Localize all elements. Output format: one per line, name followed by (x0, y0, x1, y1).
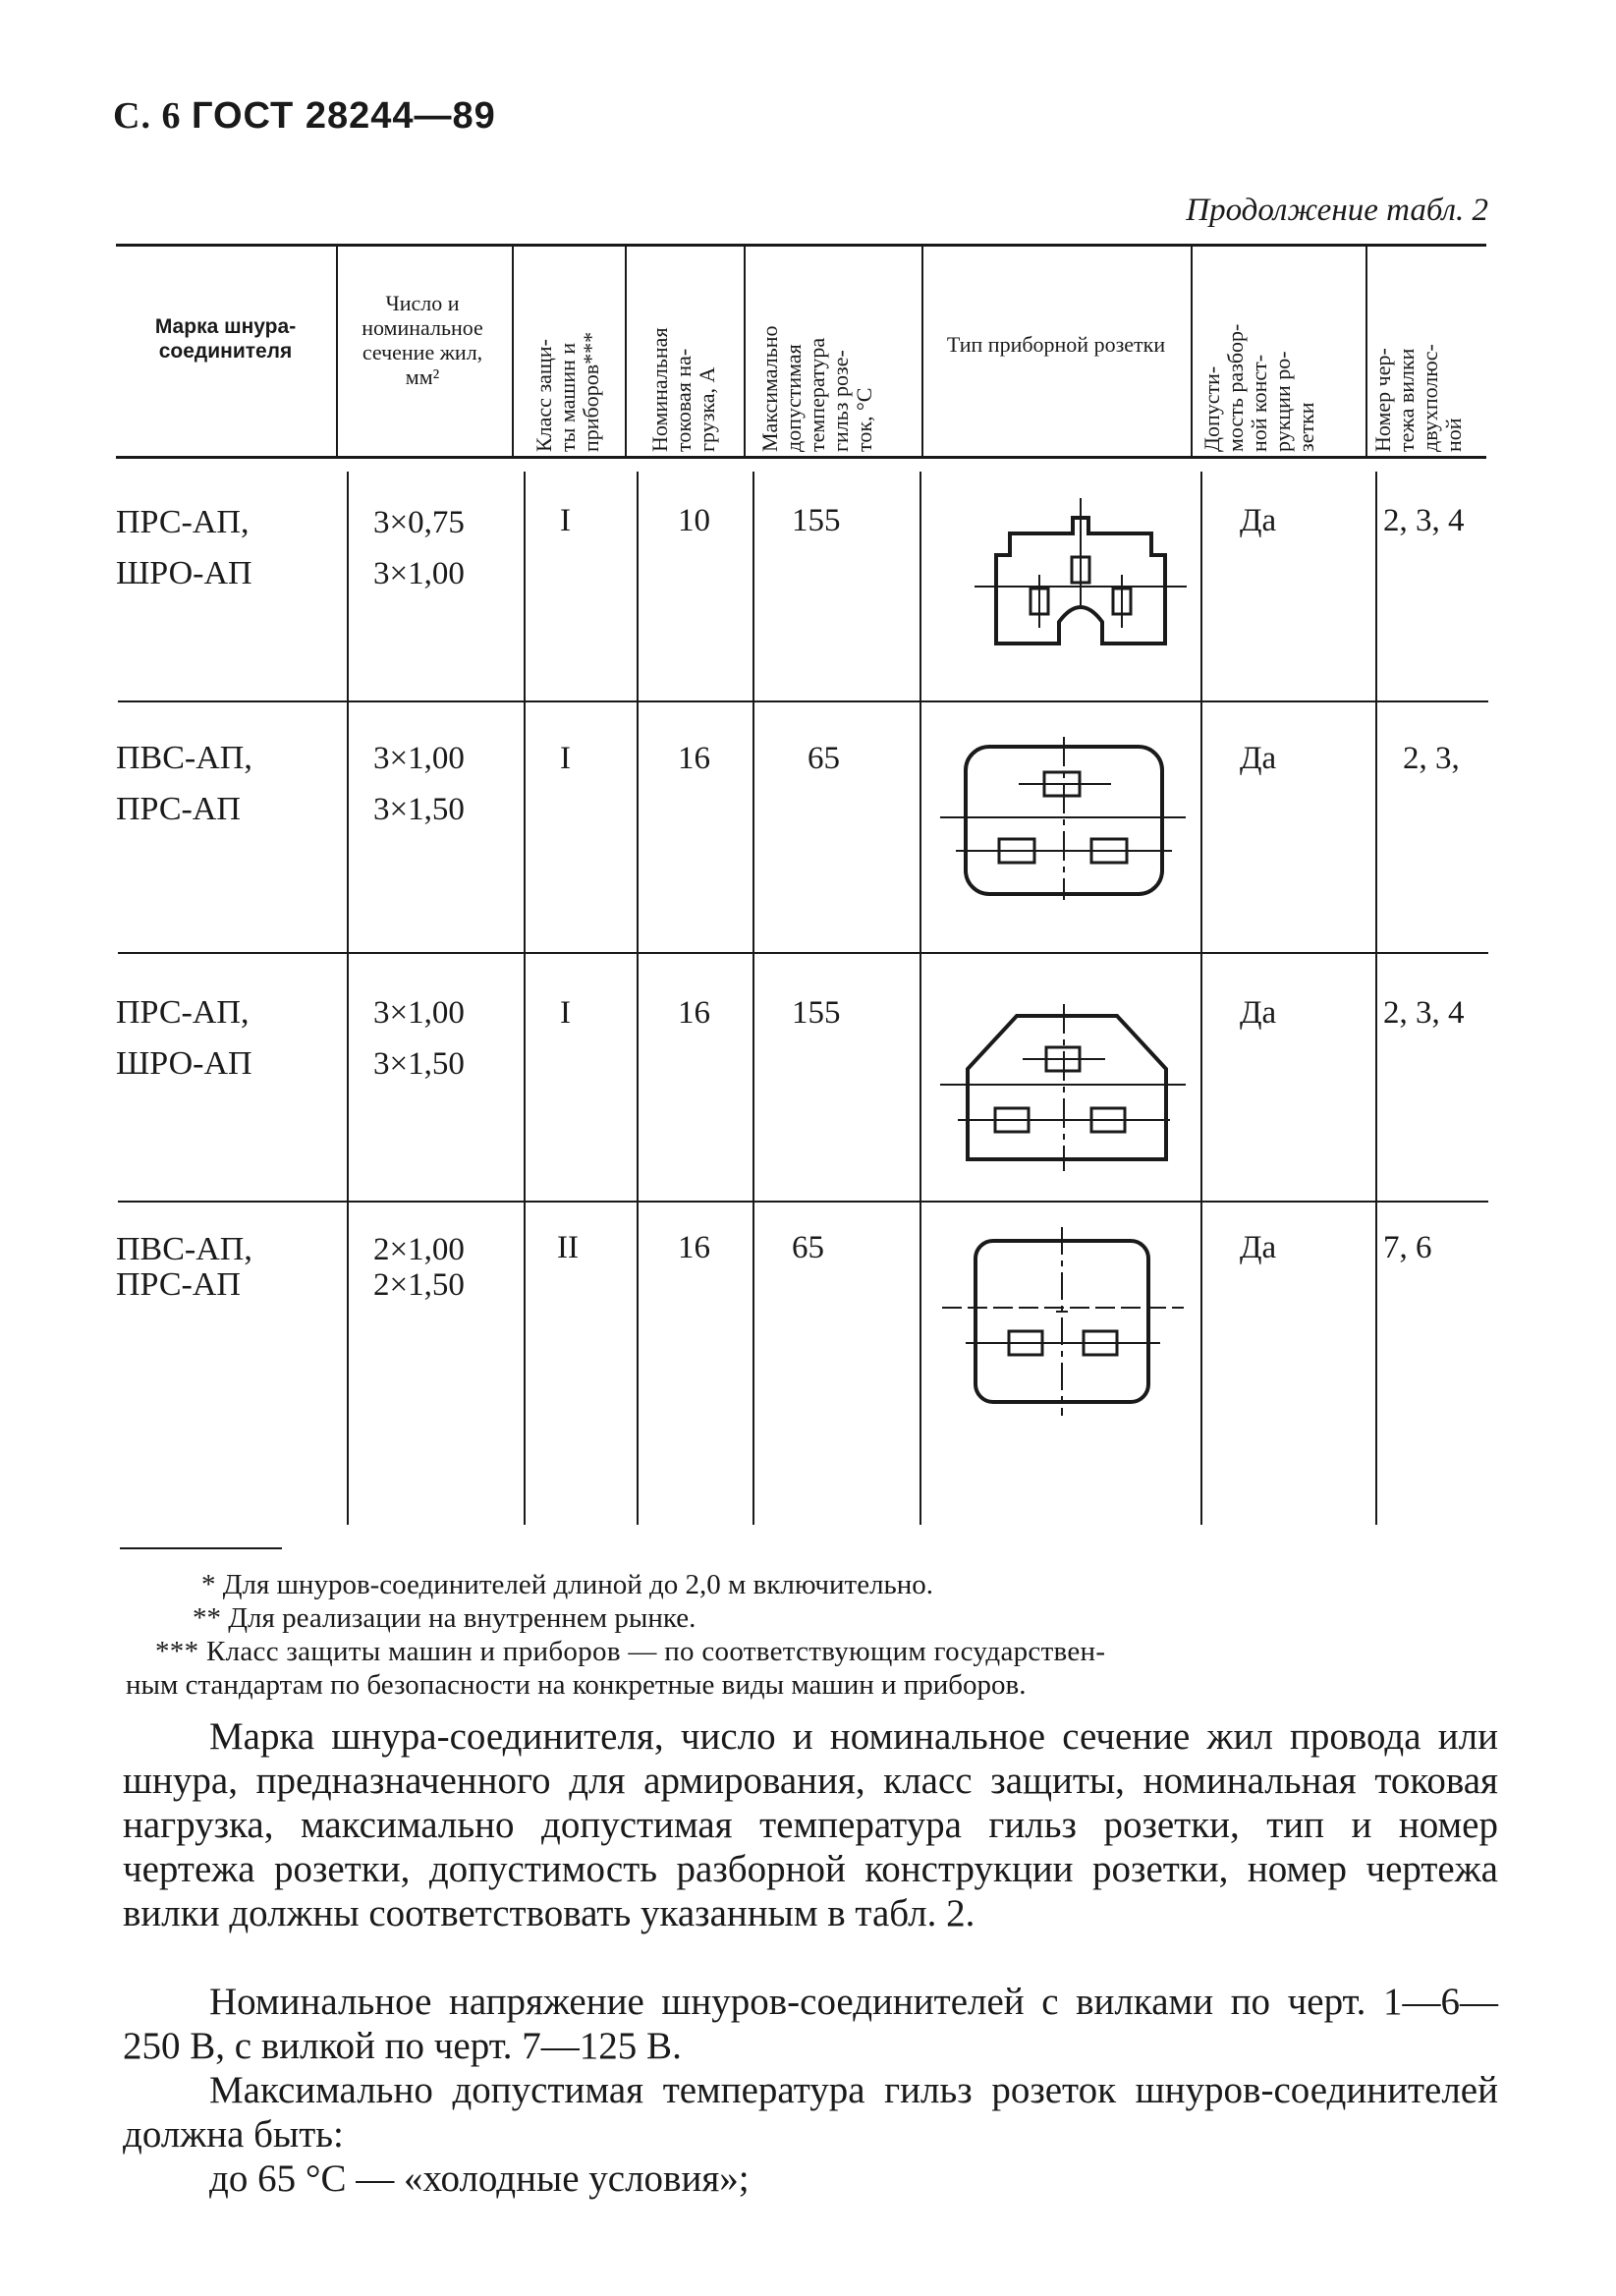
cell-count: 3×1,00 3×1,50 (373, 995, 465, 1082)
col-sep (1200, 472, 1202, 1525)
socket-drawing-row-3 (938, 1002, 1189, 1174)
page-number: С. 6 (113, 95, 182, 137)
cell-count: 2×1,00 2×1,50 (373, 1232, 465, 1303)
cell-plug: 2, 3, 4 (1383, 503, 1465, 538)
cell-class: I (560, 741, 571, 776)
page-header (113, 94, 496, 138)
col-sep (921, 246, 923, 456)
table-continuation-caption: Продолжение табл. 2 (1186, 193, 1488, 228)
col-sep (524, 472, 526, 1525)
cell-load: 16 (678, 1230, 710, 1265)
cell-temp: 65 (808, 741, 840, 776)
col-header-plug: Номер чер- тежа вилки двухполюс- ной (1370, 344, 1466, 452)
cell-plug: 2, 3, 4 (1383, 995, 1465, 1031)
cell-temp: 155 (792, 995, 841, 1031)
footnote: ным стандартам по безопасности на конкретные виды машин и приборов. (126, 1669, 1027, 1701)
cell-demount: Да (1240, 995, 1277, 1031)
table-top-rule (116, 244, 1486, 247)
cell-plug: 2, 3, (1403, 741, 1460, 776)
cell-load: 16 (678, 995, 710, 1031)
footnote: * Для шнуров-соединителей длиной до 2,0 м включительно. (201, 1569, 934, 1600)
col-header-type: Тип приборной розетки (946, 332, 1166, 357)
col-header-demount: Допусти- мость разбор- ной конст- рукции ро- зетки (1199, 323, 1318, 452)
footnote-rule (120, 1547, 282, 1549)
col-header-temp: Максимально допустимая температура гильз розе- ток, °С (757, 325, 876, 452)
col-sep (637, 472, 639, 1525)
cell-demount: Да (1240, 503, 1277, 538)
cell-load: 10 (678, 503, 710, 538)
col-sep (1375, 472, 1377, 1525)
cell-temp: 65 (792, 1230, 824, 1265)
cell-count: 3×1,00 3×1,50 (373, 741, 465, 827)
cell-mark: ПВС-АП, ПРС-АП (116, 1231, 252, 1303)
cell-demount: Да (1240, 741, 1277, 776)
footnote: *** Класс защиты машин и приборов — по соответствующим государствен- (155, 1636, 1106, 1667)
cell-plug: 7, 6 (1383, 1230, 1432, 1265)
socket-drawing-row-1 (973, 496, 1189, 663)
cell-load: 16 (678, 741, 710, 776)
col-header-count: Число и номинальное сечение жил, мм² (362, 291, 483, 389)
cell-mark: ПРС-АП, ШРО-АП (116, 994, 252, 1082)
col-sep (347, 472, 349, 1525)
body-paragraph: до 65 °С — «холодные условия»; (209, 2157, 750, 2200)
body-paragraph: Марка шнура-соединителя, число и номинальное сечение жил провода или шнура, предназначенного для армирования, класс защиты, номинальная токовая нагрузка, максимально допустимая температура гильз розетки, тип и номер чертежа розетки, допустимость разборной конструкции розетки, номер чертежа вилки должны соответствовать указанным в табл. 2. (123, 1715, 1498, 1934)
cell-mark: ПРС-АП, ШРО-АП (116, 504, 252, 591)
row-rule (118, 1201, 1488, 1203)
cell-class: II (557, 1230, 579, 1265)
col-sep (336, 246, 338, 456)
footnote: ** Для реализации на внутреннем рынке. (193, 1602, 697, 1634)
cell-class: I (560, 995, 571, 1031)
col-header-mark: Марка шнура-соединителя (154, 315, 297, 363)
cell-class: I (560, 503, 571, 538)
standard-number: ГОСТ 28244—89 (191, 95, 496, 137)
row-rule (118, 700, 1488, 702)
row-rule (118, 952, 1488, 954)
col-sep (1365, 246, 1367, 456)
col-header-load: Номинальная токовая на- грузка, А (647, 327, 719, 452)
col-sep (625, 246, 627, 456)
cell-temp: 155 (792, 503, 841, 538)
socket-drawing-row-4 (938, 1223, 1189, 1420)
body-paragraph: Номинальное напряжение шнуров-соединителей с вилками по черт. 1—6—250 В, с вилкой по черт. 7—125 В. (123, 1981, 1498, 2067)
cell-demount: Да (1240, 1230, 1277, 1265)
body-paragraph: Максимально допустимая температура гильз розеток шнуров-соединителей должна быть: (123, 2069, 1498, 2156)
col-sep (744, 246, 746, 456)
col-header-class: Класс защи- ты машин и приборов*** (531, 331, 603, 452)
col-sep (752, 472, 754, 1525)
col-sep (1191, 246, 1193, 456)
table-header-rule (116, 456, 1486, 459)
col-sep (919, 472, 921, 1525)
cell-count: 3×0,75 3×1,00 (373, 505, 465, 591)
cell-mark: ПВС-АП, ПРС-АП (116, 740, 252, 827)
col-sep (512, 246, 514, 456)
socket-drawing-row-2 (938, 735, 1189, 902)
